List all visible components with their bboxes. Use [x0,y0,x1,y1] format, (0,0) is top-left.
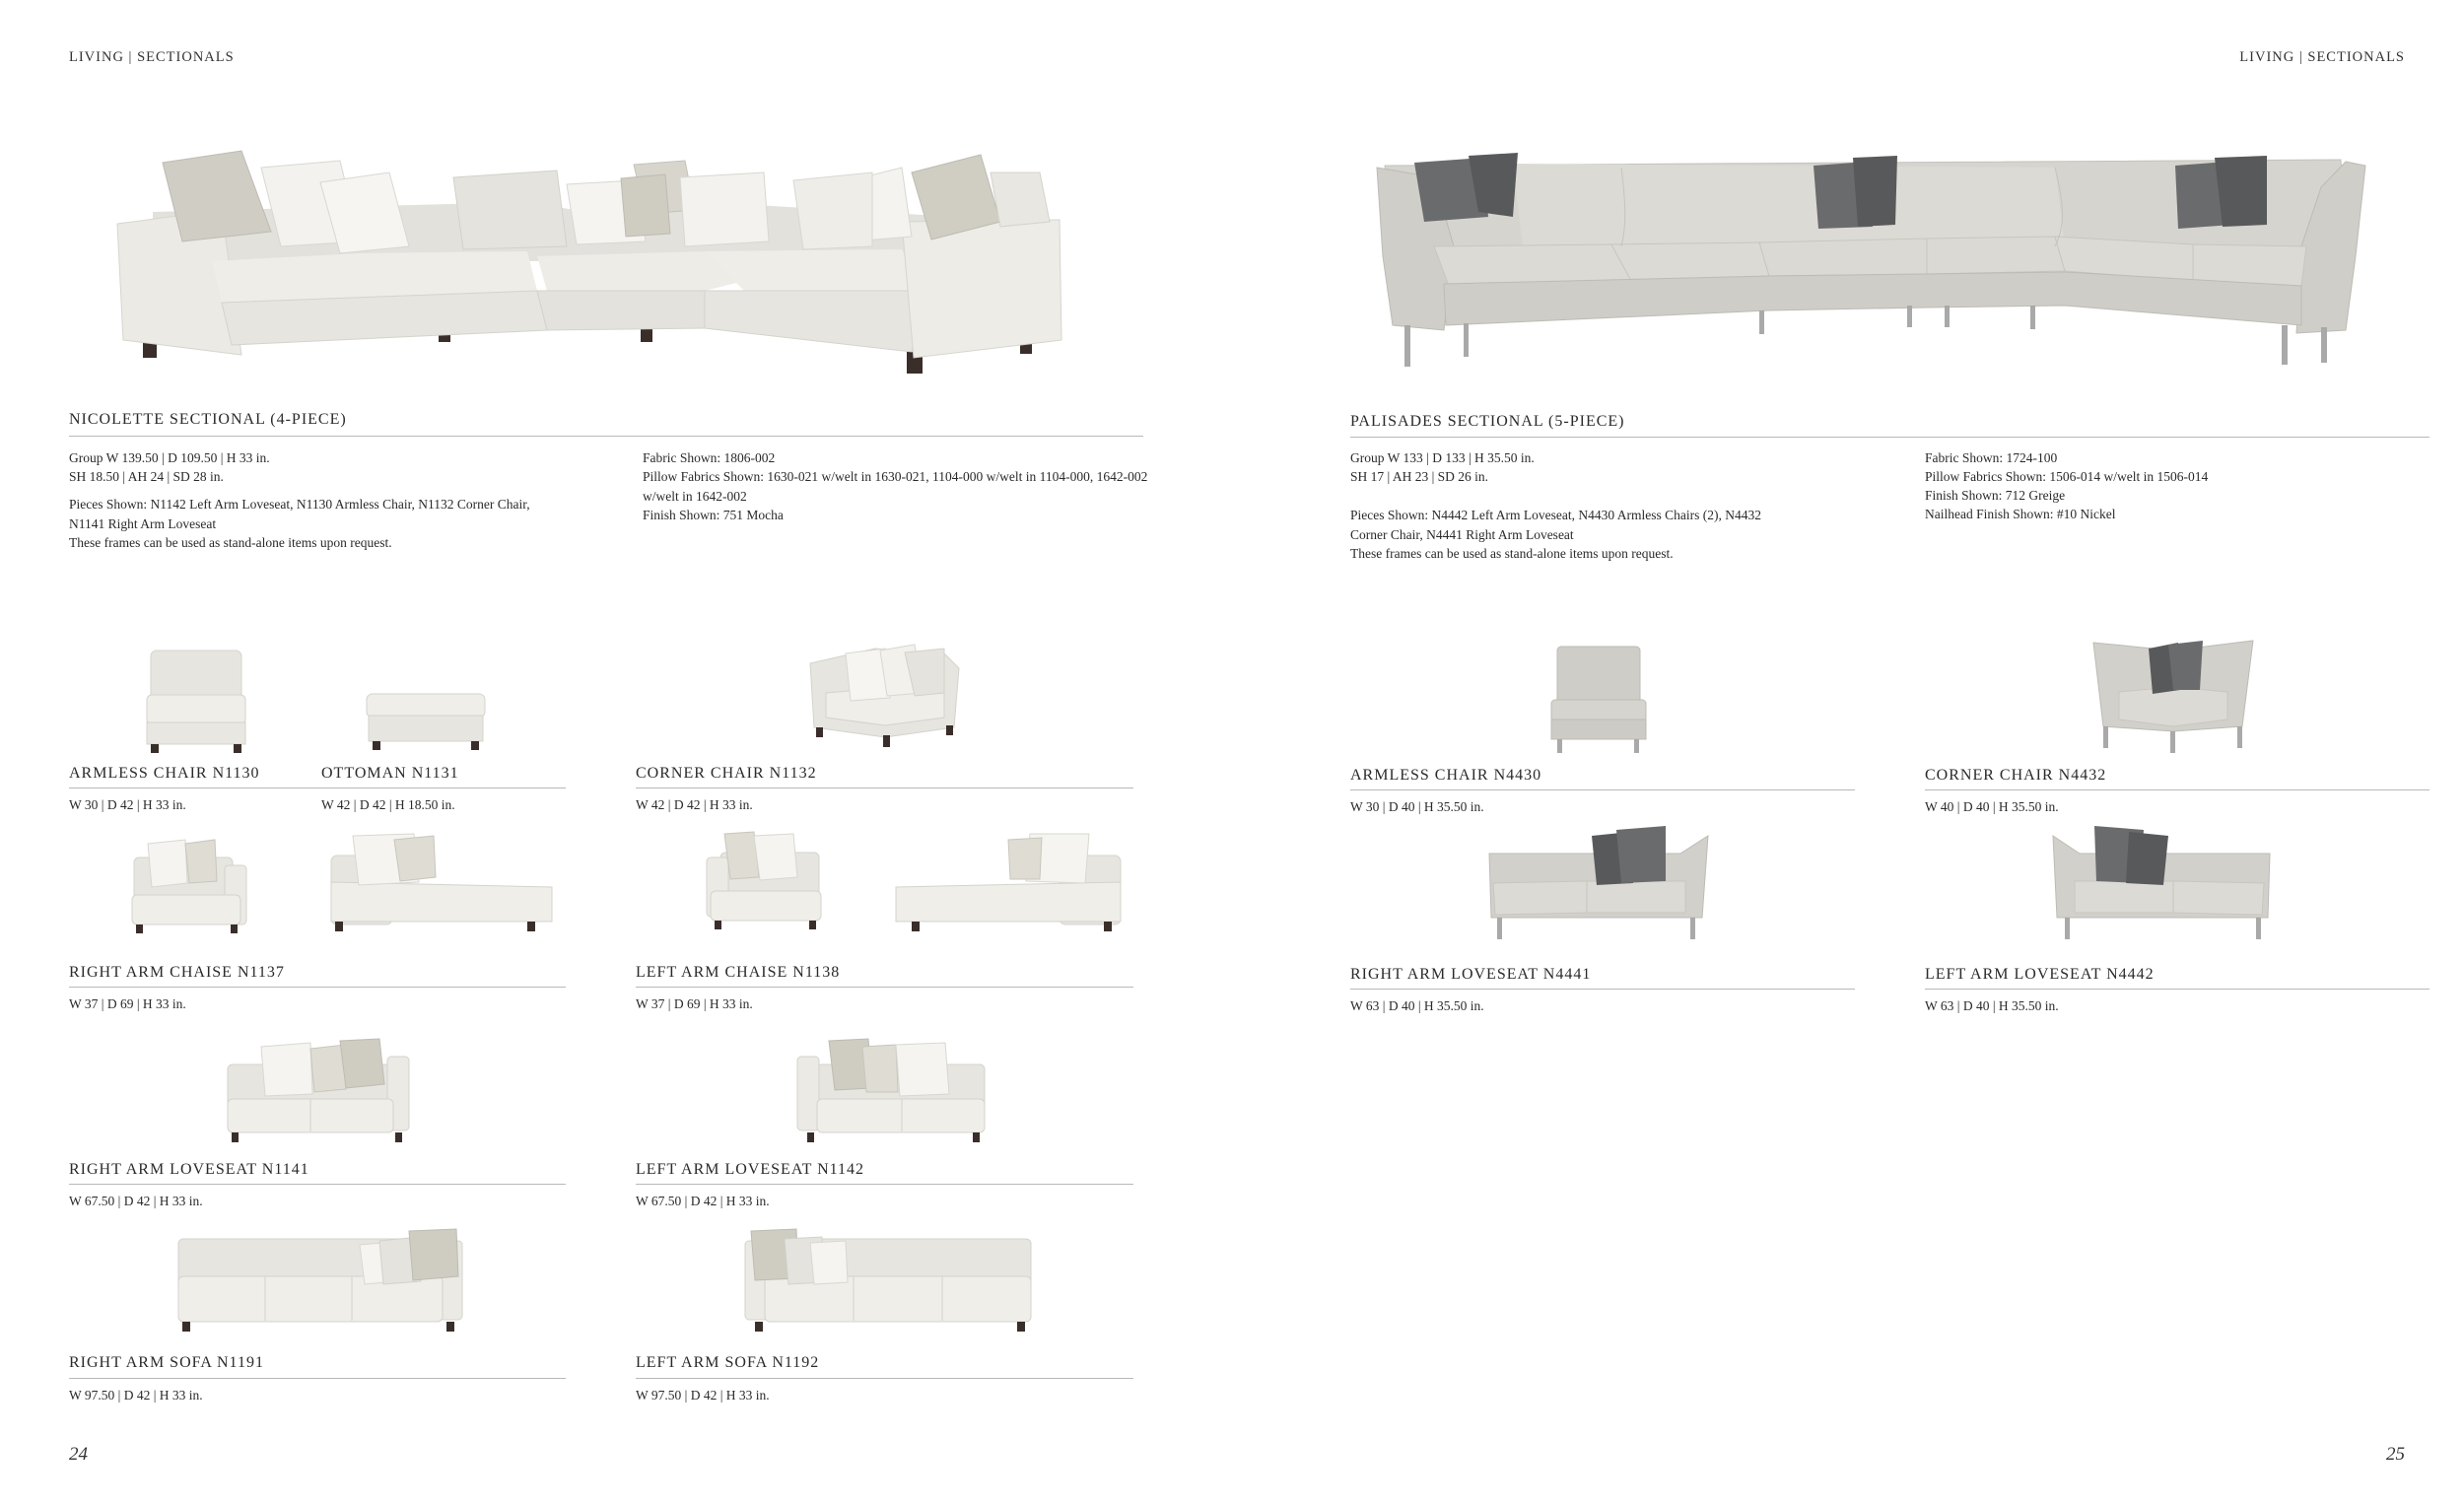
palisades-dims-2: SH 17 | AH 23 | SD 26 in. [1350,469,1489,484]
corner-chair-n1132-title: CORNER CHAIR N1132 [636,765,817,782]
left-arm-loveseat-n1142-image [793,1035,991,1148]
row1-left-rule [69,787,566,788]
page-header-left: LIVING | SECTIONALS [69,49,235,65]
right-arm-chaise-n1137-small-image [126,836,249,944]
corner-chair-n4432-image [2089,633,2257,756]
nicolette-fabric: Fabric Shown: 1806-002 [643,450,776,465]
pal-row2-right-rule [1925,989,2430,990]
row4-left-rule [69,1378,566,1379]
row3-right-rule [636,1184,1133,1185]
right-arm-loveseat-n4441-dims: W 63 | D 40 | H 35.50 in. [1350,998,1484,1013]
palisades-title-rule [1350,437,2430,438]
armless-chair-n1130-title: ARMLESS CHAIR N1130 [69,765,260,782]
left-arm-sofa-n1192-dims: W 97.50 | D 42 | H 33 in. [636,1388,770,1403]
nicolette-title-rule [69,436,1143,437]
right-arm-loveseat-n1141-dims: W 67.50 | D 42 | H 33 in. [69,1194,203,1208]
right-arm-sofa-n1191-image [172,1227,468,1343]
right-arm-loveseat-n4441-title: RIGHT ARM LOVESEAT N4441 [1350,966,1592,983]
corner-chair-n1132-image [806,639,964,757]
nicolette-sectional-image [113,143,1099,379]
right-arm-loveseat-n4441-image [1483,824,1715,947]
left-arm-chaise-n1138-title: LEFT ARM CHAISE N1138 [636,964,841,981]
right-arm-chaise-n1137-title: RIGHT ARM CHAISE N1137 [69,964,285,981]
nicolette-pillow-fabrics: Pillow Fabrics Shown: 1630-021 w/welt in 1630-021, 1104-000 w/welt in 1104-000, 1642-002 w/welt in 1642-002 [643,469,1148,504]
nicolette-dims-2: SH 18.50 | AH 24 | SD 28 in. [69,469,224,484]
row1-right-rule [636,787,1133,788]
right-arm-chaise-n1137-image [325,828,557,944]
armless-chair-n1130-image [143,646,251,756]
armless-chair-n4430-dims: W 30 | D 40 | H 35.50 in. [1350,799,1484,814]
armless-chair-n1130-dims: W 30 | D 42 | H 33 in. [69,797,186,812]
nicolette-dims-1: Group W 139.50 | D 109.50 | H 33 in. [69,450,270,465]
pal-row1-right-rule [1925,789,2430,790]
corner-chair-n4432-title: CORNER CHAIR N4432 [1925,767,2107,784]
palisades-nailhead: Nailhead Finish Shown: #10 Nickel [1925,507,2116,521]
left-arm-loveseat-n4442-dims: W 63 | D 40 | H 35.50 in. [1925,998,2059,1013]
palisades-sectional-image [1375,148,2370,384]
palisades-pillow-fabrics: Pillow Fabrics Shown: 1506-014 w/welt in 1506-014 [1925,469,2209,484]
left-arm-chaise-n1138-small-image [705,828,828,941]
nicolette-note: These frames can be used as stand-alone items upon request. [69,535,392,550]
right-arm-loveseat-n1141-title: RIGHT ARM LOVESEAT N1141 [69,1161,309,1178]
palisades-fabric: Fabric Shown: 1724-100 [1925,450,2058,465]
left-arm-loveseat-n1142-dims: W 67.50 | D 42 | H 33 in. [636,1194,770,1208]
right-arm-chaise-n1137-dims: W 37 | D 69 | H 33 in. [69,996,186,1011]
row4-right-rule [636,1378,1133,1379]
right-arm-sofa-n1191-title: RIGHT ARM SOFA N1191 [69,1354,264,1371]
page-number-right: 25 [2386,1444,2405,1465]
nicolette-finish: Finish Shown: 751 Mocha [643,508,784,522]
left-arm-sofa-n1192-title: LEFT ARM SOFA N1192 [636,1354,820,1371]
left-arm-loveseat-n4442-image [2045,824,2277,947]
palisades-dims-1: Group W 133 | D 133 | H 35.50 in. [1350,450,1535,465]
ottoman-n1131-dims: W 42 | D 42 | H 18.50 in. [321,797,455,812]
pal-row1-left-rule [1350,789,1855,790]
palisades-pieces-shown: Pieces Shown: N4442 Left Arm Loveseat, N4430 Armless Chairs (2), N4432 Corner Chair, N4441 Right Arm Loveseat [1350,508,1761,542]
row2-right-rule [636,987,1133,988]
left-arm-loveseat-n4442-title: LEFT ARM LOVESEAT N4442 [1925,966,2155,983]
ottoman-n1131-title: OTTOMAN N1131 [321,765,459,782]
corner-chair-n4432-dims: W 40 | D 40 | H 35.50 in. [1925,799,2059,814]
nicolette-title: NICOLETTE SECTIONAL (4-PIECE) [69,411,347,428]
palisades-finish: Finish Shown: 712 Greige [1925,488,2066,503]
right-arm-loveseat-n1141-image [222,1035,419,1148]
left-arm-sofa-n1192-image [741,1227,1037,1343]
left-arm-chaise-n1138-image [892,828,1129,944]
left-arm-chaise-n1138-dims: W 37 | D 69 | H 33 in. [636,996,753,1011]
palisades-title: PALISADES SECTIONAL (5-PIECE) [1350,413,1625,430]
nicolette-pieces-shown: Pieces Shown: N1142 Left Arm Loveseat, N1130 Armless Chair, N1132 Corner Chair, N1141 Right Arm Loveseat [69,497,530,531]
page-number-left: 24 [69,1444,88,1465]
page-header-right: LIVING | SECTIONALS [2239,49,2405,65]
left-arm-loveseat-n1142-title: LEFT ARM LOVESEAT N1142 [636,1161,865,1178]
right-arm-sofa-n1191-dims: W 97.50 | D 42 | H 33 in. [69,1388,203,1403]
ottoman-n1131-image [365,690,488,755]
row3-left-rule [69,1184,566,1185]
armless-chair-n4430-image [1547,643,1651,756]
palisades-note: These frames can be used as stand-alone items upon request. [1350,546,1674,561]
armless-chair-n4430-title: ARMLESS CHAIR N4430 [1350,767,1542,784]
row2-left-rule [69,987,566,988]
corner-chair-n1132-dims: W 42 | D 42 | H 33 in. [636,797,753,812]
pal-row2-left-rule [1350,989,1855,990]
